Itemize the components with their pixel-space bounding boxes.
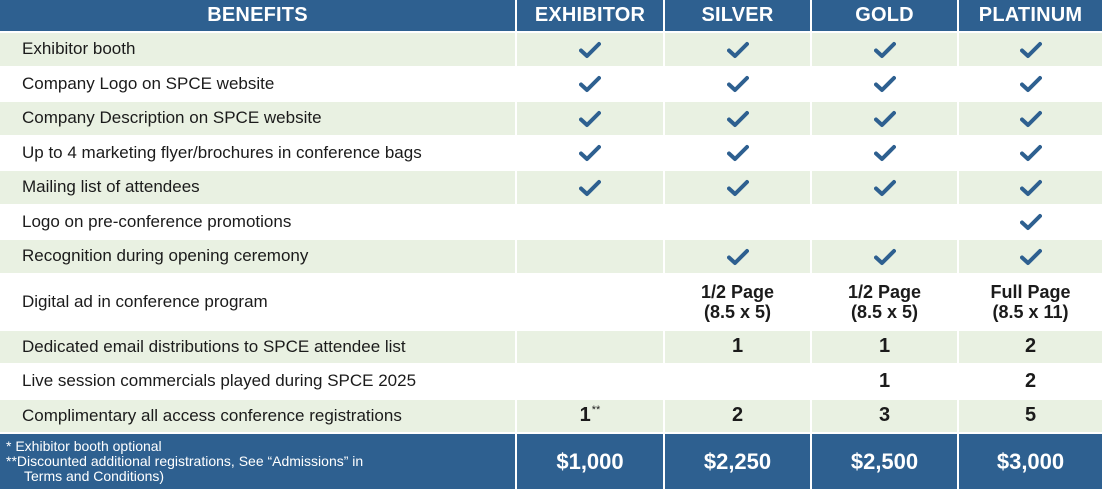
cell-gold (812, 137, 959, 172)
header-platinum: PLATINUM (959, 0, 1102, 33)
cell-exhibitor (517, 102, 665, 137)
price-gold: $2,500 (812, 434, 959, 489)
table-row (0, 275, 1102, 331)
cell-silver (665, 206, 812, 241)
count-value: 2 (1024, 369, 1037, 392)
header-gold: GOLD (812, 0, 959, 33)
cell-gold (812, 102, 959, 137)
cell-platinum (959, 331, 1102, 366)
benefit-label: Exhibitor booth (0, 33, 517, 68)
table-row (0, 171, 1102, 206)
benefit-label: Digital ad in conference program (0, 275, 517, 331)
price-exhibitor: $1,000 (517, 434, 665, 489)
cell-gold (812, 275, 959, 331)
cell-exhibitor (517, 33, 665, 68)
cell-platinum (959, 400, 1102, 435)
check-icon (727, 75, 749, 93)
check-icon (727, 110, 749, 128)
cell-exhibitor (517, 171, 665, 206)
table-row (0, 68, 1102, 103)
footnotes (0, 434, 517, 489)
cell-exhibitor (517, 400, 665, 435)
benefit-label: Live session commercials played during SPCE 2025 (0, 365, 517, 400)
cell-platinum (959, 240, 1102, 275)
table-row (0, 137, 1102, 172)
check-icon (579, 41, 601, 59)
cell-platinum (959, 137, 1102, 172)
footer-row (0, 434, 1102, 489)
check-icon (727, 248, 749, 266)
check-icon (1020, 248, 1042, 266)
check-icon (874, 41, 896, 59)
check-icon (1020, 41, 1042, 59)
check-icon (727, 41, 749, 59)
check-icon (579, 144, 601, 162)
footnote-3: Terms and Conditions) (24, 468, 165, 484)
check-icon (874, 248, 896, 266)
count-value: 1 (579, 404, 591, 427)
cell-exhibitor (517, 365, 665, 400)
footnote-marker: ** (591, 404, 601, 417)
count-value: 5 (1024, 404, 1037, 427)
cell-exhibitor (517, 206, 665, 241)
count-value: 1 (731, 335, 744, 358)
benefit-label: Company Logo on SPCE website (0, 68, 517, 103)
header-exhibitor: EXHIBITOR (517, 0, 665, 33)
cell-exhibitor (517, 240, 665, 275)
footnote-1: * Exhibitor booth optional (6, 438, 162, 454)
cell-gold (812, 240, 959, 275)
cell-gold (812, 365, 959, 400)
price-platinum: $3,000 (959, 434, 1102, 489)
count-value: 1 (878, 369, 891, 392)
cell-platinum (959, 33, 1102, 68)
cell-silver (665, 137, 812, 172)
check-icon (727, 144, 749, 162)
price-silver: $2,250 (665, 434, 812, 489)
check-icon (874, 144, 896, 162)
cell-platinum (959, 68, 1102, 103)
cell-gold (812, 68, 959, 103)
check-icon (874, 75, 896, 93)
ad-dimensions: (8.5 x 5) (850, 301, 919, 322)
header-row (0, 0, 1102, 33)
benefit-label: Up to 4 marketing flyer/brochures in conference bags (0, 137, 517, 172)
table-row (0, 240, 1102, 275)
count-value: 1 (878, 335, 891, 358)
benefit-label: Recognition during opening ceremony (0, 240, 517, 275)
count-value: 2 (731, 404, 744, 427)
cell-silver (665, 240, 812, 275)
footnote-2: **Discounted additional registrations, See “Admissions” in (6, 453, 364, 469)
ad-size: 1/2 Page (847, 281, 922, 302)
cell-platinum (959, 171, 1102, 206)
check-icon (1020, 213, 1042, 231)
cell-silver (665, 331, 812, 366)
table-row (0, 400, 1102, 435)
check-icon (579, 75, 601, 93)
cell-silver (665, 171, 812, 206)
check-icon (1020, 110, 1042, 128)
cell-exhibitor (517, 137, 665, 172)
table-row (0, 102, 1102, 137)
cell-gold (812, 171, 959, 206)
cell-silver (665, 102, 812, 137)
cell-gold (812, 33, 959, 68)
check-icon (1020, 75, 1042, 93)
count-value: 3 (878, 404, 891, 427)
check-icon (1020, 144, 1042, 162)
cell-gold (812, 206, 959, 241)
cell-silver (665, 365, 812, 400)
cell-platinum (959, 365, 1102, 400)
ad-dimensions: (8.5 x 11) (992, 301, 1069, 322)
ad-size: Full Page (990, 281, 1071, 302)
check-icon (1020, 179, 1042, 197)
cell-silver (665, 68, 812, 103)
header-benefits: BENEFITS (0, 0, 517, 33)
table-row (0, 331, 1102, 366)
benefit-label: Dedicated email distributions to SPCE attendee list (0, 331, 517, 366)
check-icon (874, 179, 896, 197)
count-value: 2 (1024, 335, 1037, 358)
benefit-label: Logo on pre-conference promotions (0, 206, 517, 241)
benefit-label: Complimentary all access conference registrations (0, 400, 517, 435)
table-row (0, 33, 1102, 68)
cell-platinum (959, 206, 1102, 241)
ad-size: 1/2 Page (700, 281, 775, 302)
check-icon (579, 110, 601, 128)
check-icon (579, 179, 601, 197)
cell-silver (665, 275, 812, 331)
benefit-label: Mailing list of attendees (0, 171, 517, 206)
ad-dimensions: (8.5 x 5) (703, 301, 772, 322)
cell-silver (665, 33, 812, 68)
table-row (0, 365, 1102, 400)
cell-platinum (959, 102, 1102, 137)
check-icon (727, 179, 749, 197)
cell-exhibitor (517, 275, 665, 331)
cell-platinum (959, 275, 1102, 331)
cell-gold (812, 331, 959, 366)
cell-silver (665, 400, 812, 435)
header-silver: SILVER (665, 0, 812, 33)
table-row (0, 206, 1102, 241)
benefit-label: Company Description on SPCE website (0, 102, 517, 137)
cell-gold (812, 400, 959, 435)
cell-exhibitor (517, 68, 665, 103)
check-icon (874, 110, 896, 128)
cell-exhibitor (517, 331, 665, 366)
